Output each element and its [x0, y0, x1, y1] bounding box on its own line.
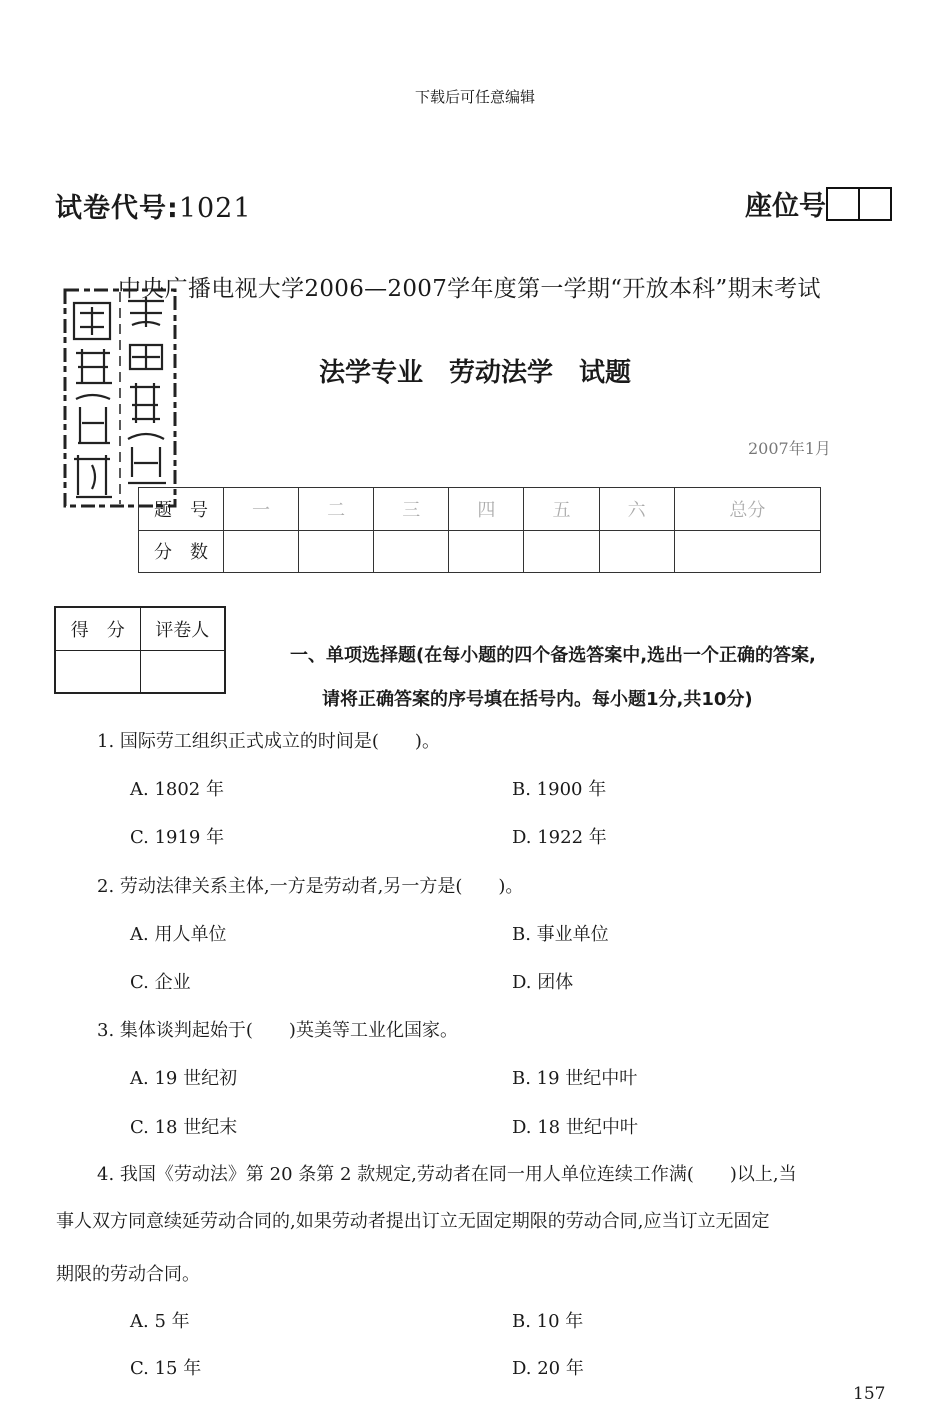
score-col-header: 一 — [224, 488, 299, 531]
question-4-line1: 4. 我国《劳动法》第 20 条第 2 款规定,劳动者在同一用人单位连续工作满( )以上,当 — [97, 1164, 797, 1185]
seat-label: 座位号 — [745, 191, 826, 222]
question-2: 2. 劳动法律关系主体,一方是劳动者,另一方是( )。 — [97, 876, 524, 897]
grader-score-cell — [55, 651, 140, 694]
score-table — [138, 487, 821, 573]
score-col-header: 四 — [449, 488, 524, 531]
exam-code — [55, 186, 252, 225]
score-col-header: 二 — [299, 488, 374, 531]
grader-name-label: 评卷人 — [140, 607, 225, 651]
page-number: 157 — [853, 1384, 886, 1404]
question-4-option-d: D. 20 年 — [512, 1358, 584, 1379]
exam-code-label: 试卷代号: — [55, 193, 179, 224]
question-3-option-c: C. 18 世纪末 — [130, 1117, 238, 1138]
question-1-option-b: B. 1900 年 — [512, 779, 607, 800]
library-seal-stamp — [62, 287, 178, 509]
exam-subject-title: 法学专业 劳动法学 试题 — [318, 358, 631, 388]
question-2-option-b: B. 事业单位 — [512, 924, 609, 945]
download-banner: 下载后可任意编辑 — [414, 88, 535, 106]
question-2-option-d: D. 团体 — [512, 972, 574, 993]
score-table-header-row — [139, 488, 821, 531]
score-cell — [524, 530, 599, 573]
question-4-option-b: B. 10 年 — [512, 1311, 584, 1332]
section-1-heading — [290, 634, 920, 722]
question-3-option-d: D. 18 世纪中叶 — [512, 1117, 638, 1138]
score-cell — [224, 530, 299, 573]
score-col-header: 三 — [374, 488, 449, 531]
question-4-line3: 期限的劳动合同。 — [56, 1264, 200, 1285]
grader-table — [54, 606, 226, 694]
score-cell — [374, 530, 449, 573]
question-4-line2: 事人双方同意续延劳动合同的,如果劳动者提出订立无固定期限的劳动合同,应当订立无固定 — [56, 1211, 770, 1232]
question-3: 3. 集体谈判起始于( )英美等工业化国家。 — [97, 1020, 458, 1041]
exam-code-value: 1021 — [178, 193, 252, 224]
section-1-line2: 请将正确答案的序号填在括号内。每小题1分,共10分) — [322, 689, 753, 710]
score-cell — [599, 530, 674, 573]
question-4-option-a: A. 5 年 — [130, 1311, 190, 1332]
question-2-option-c: C. 企业 — [130, 972, 191, 993]
seat-box — [826, 187, 860, 221]
seat-boxes — [828, 187, 892, 221]
question-1-option-a: A. 1802 年 — [130, 779, 224, 800]
question-2-option-a: A. 用人单位 — [130, 924, 227, 945]
score-col-header: 总分 — [674, 488, 820, 531]
score-col-header: 五 — [524, 488, 599, 531]
question-1-option-d: D. 1922 年 — [512, 827, 607, 848]
score-label: 分 数 — [139, 530, 224, 573]
question-1-option-c: C. 1919 年 — [130, 827, 225, 848]
grader-table-body — [55, 651, 225, 694]
score-table-score-row — [139, 530, 821, 573]
score-col-header: 六 — [599, 488, 674, 531]
seat-box — [858, 187, 892, 221]
question-3-option-a: A. 19 世纪初 — [130, 1068, 238, 1089]
section-1-line1: 一、单项选择题(在每小题的四个备选答案中,选出一个正确的答案, — [290, 645, 816, 666]
question-3-option-b: B. 19 世纪中叶 — [512, 1068, 638, 1089]
grader-score-label: 得 分 — [55, 607, 140, 651]
score-cell — [449, 530, 524, 573]
seat-number — [745, 184, 892, 223]
grader-name-cell — [140, 651, 225, 694]
question-4-option-c: C. 15 年 — [130, 1358, 202, 1379]
question-number-label: 题 号 — [139, 488, 224, 531]
grader-table-header — [55, 607, 225, 651]
question-1: 1. 国际劳工组织正式成立的时间是( )。 — [97, 731, 440, 752]
exam-title: 中央广播电视大学2006—2007学年度第一学期“开放本科”期末考试 — [118, 276, 821, 302]
score-cell — [299, 530, 374, 573]
score-cell — [674, 530, 820, 573]
exam-date: 2007年1月 — [748, 439, 831, 458]
